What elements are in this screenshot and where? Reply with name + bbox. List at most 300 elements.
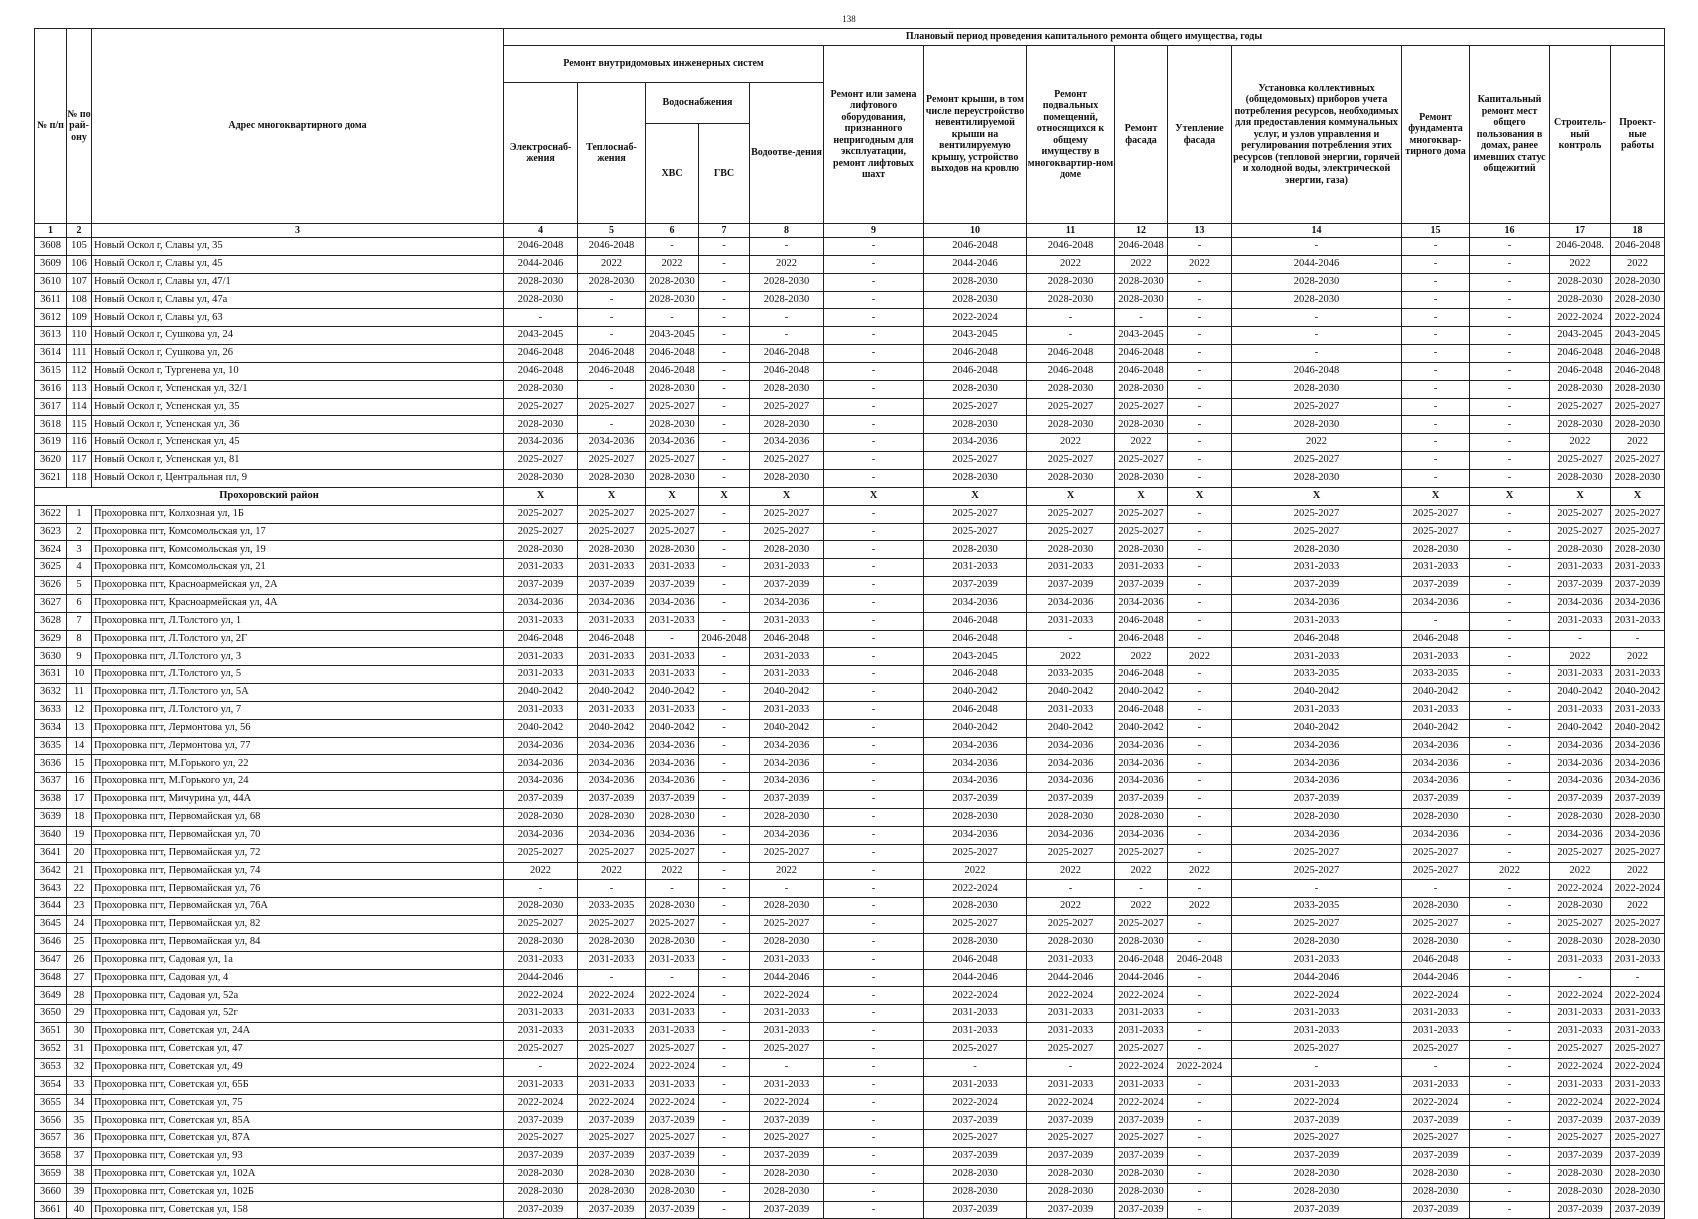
period-cell: - xyxy=(1470,434,1550,452)
period-cell: 2046-2048 xyxy=(924,238,1027,256)
period-cell: 2022 xyxy=(1611,898,1665,916)
address-cell: Прохоровка пгт, Первомайская ул, 68 xyxy=(92,809,504,827)
period-cell: - xyxy=(1168,559,1232,577)
period-cell: 2040-2042 xyxy=(1550,684,1611,702)
period-cell: - xyxy=(699,666,750,684)
row-number-cell: 3644 xyxy=(35,898,67,916)
period-cell: 2022 xyxy=(750,862,824,880)
period-cell: - xyxy=(824,684,924,702)
period-cell: 2025-2027 xyxy=(750,844,824,862)
period-cell: 2034-2036 xyxy=(1115,826,1168,844)
table-row xyxy=(35,1165,1665,1183)
header-design-work: Проект-ные работы xyxy=(1611,46,1665,224)
period-cell: 2046-2048 xyxy=(646,345,699,363)
period-cell: 2022 xyxy=(1611,862,1665,880)
period-cell: 2034-2036 xyxy=(924,594,1027,612)
header-col-rayon: № по рай-ону xyxy=(67,29,92,224)
period-cell: 2025-2027 xyxy=(578,916,646,934)
period-cell: 2034-2036 xyxy=(750,594,824,612)
period-cell: 2031-2033 xyxy=(1115,1076,1168,1094)
period-cell: 2028-2030 xyxy=(1550,809,1611,827)
period-cell: 2025-2027 xyxy=(1550,523,1611,541)
district-marker-cell: X xyxy=(646,487,699,505)
period-cell: 2037-2039 xyxy=(924,1112,1027,1130)
table-row xyxy=(35,684,1665,702)
column-number-cell: 15 xyxy=(1402,224,1470,238)
period-cell: 2025-2027 xyxy=(1550,916,1611,934)
period-cell: 2037-2039 xyxy=(1115,1148,1168,1166)
period-cell: 2025-2027 xyxy=(1550,1130,1611,1148)
period-cell: 2037-2039 xyxy=(578,1148,646,1166)
period-cell: 2028-2030 xyxy=(1550,1183,1611,1201)
period-cell: 2028-2030 xyxy=(750,291,824,309)
period-cell: 2028-2030 xyxy=(924,273,1027,291)
period-cell: - xyxy=(646,309,699,327)
period-cell: 2022-2024 xyxy=(646,1058,699,1076)
period-cell: 2028-2030 xyxy=(750,1165,824,1183)
period-cell: - xyxy=(824,648,924,666)
period-cell: 2037-2039 xyxy=(1402,1148,1470,1166)
period-cell: 2025-2027 xyxy=(1115,398,1168,416)
period-cell: - xyxy=(1027,1058,1115,1076)
period-cell: 2034-2036 xyxy=(1027,737,1115,755)
period-cell: - xyxy=(1470,1183,1550,1201)
period-cell: 2022-2024 xyxy=(1611,880,1665,898)
period-cell: 2028-2030 xyxy=(924,291,1027,309)
header-hvs: ХВС xyxy=(646,124,699,224)
period-cell: - xyxy=(824,701,924,719)
period-cell: 2028-2030 xyxy=(1232,380,1402,398)
period-cell: 2022 xyxy=(1550,648,1611,666)
address-cell: Прохоровка пгт, Советская ул, 87А xyxy=(92,1130,504,1148)
period-cell: 2046-2048 xyxy=(924,345,1027,363)
table-row xyxy=(35,1112,1665,1130)
period-cell: 2028-2030 xyxy=(1232,273,1402,291)
period-cell: - xyxy=(699,826,750,844)
period-cell: 2025-2027 xyxy=(924,452,1027,470)
period-cell: - xyxy=(646,969,699,987)
period-cell: - xyxy=(699,1165,750,1183)
period-cell: 2033-2035 xyxy=(1027,666,1115,684)
district-marker-cell: X xyxy=(1611,487,1665,505)
period-cell: 2031-2033 xyxy=(646,951,699,969)
row-number-cell: 3642 xyxy=(35,862,67,880)
row-number-cell: 3633 xyxy=(35,701,67,719)
period-cell: 2031-2033 xyxy=(578,701,646,719)
row-number-cell: 3660 xyxy=(35,1183,67,1201)
period-cell: 2034-2036 xyxy=(1550,773,1611,791)
row-number-cell: 3623 xyxy=(35,523,67,541)
period-cell: 2037-2039 xyxy=(1550,1148,1611,1166)
table-row xyxy=(35,880,1665,898)
table-row xyxy=(35,327,1665,345)
period-cell: - xyxy=(699,309,750,327)
period-cell: 2022-2024 xyxy=(1611,309,1665,327)
period-cell: - xyxy=(646,880,699,898)
period-cell: 2031-2033 xyxy=(1611,666,1665,684)
period-cell: - xyxy=(699,791,750,809)
period-cell: 2025-2027 xyxy=(1402,1040,1470,1058)
period-cell: 2025-2027 xyxy=(924,523,1027,541)
district-marker-cell: X xyxy=(578,487,646,505)
period-cell: - xyxy=(824,666,924,684)
period-cell: 2025-2027 xyxy=(1611,1130,1665,1148)
period-cell: 2022-2024 xyxy=(924,309,1027,327)
period-cell: 2028-2030 xyxy=(1115,416,1168,434)
period-cell: 2028-2030 xyxy=(750,809,824,827)
rayon-number-cell: 28 xyxy=(67,987,92,1005)
period-cell: - xyxy=(1470,345,1550,363)
period-cell: - xyxy=(1470,844,1550,862)
period-cell: - xyxy=(1470,719,1550,737)
rayon-number-cell: 21 xyxy=(67,862,92,880)
address-cell: Прохоровка пгт, Л.Толстого ул, 5 xyxy=(92,666,504,684)
period-cell: 2025-2027 xyxy=(504,1130,578,1148)
period-cell: - xyxy=(824,398,924,416)
period-cell: 2031-2033 xyxy=(646,701,699,719)
period-cell: 2043-2045 xyxy=(504,327,578,345)
period-cell: 2022-2024 xyxy=(750,1094,824,1112)
period-cell: 2028-2030 xyxy=(504,898,578,916)
address-cell: Прохоровка пгт, Первомайская ул, 74 xyxy=(92,862,504,880)
period-cell: 2022-2024 xyxy=(1168,1058,1232,1076)
period-cell: - xyxy=(1470,701,1550,719)
table-row xyxy=(35,398,1665,416)
period-cell: 2037-2039 xyxy=(924,577,1027,595)
period-cell: - xyxy=(699,1112,750,1130)
period-cell: - xyxy=(578,327,646,345)
period-cell: 2025-2027 xyxy=(1611,523,1665,541)
period-cell: - xyxy=(824,434,924,452)
district-marker-cell: X xyxy=(1232,487,1402,505)
period-cell: - xyxy=(699,933,750,951)
period-cell: 2025-2027 xyxy=(1550,844,1611,862)
period-cell: 2025-2027 xyxy=(1550,452,1611,470)
period-cell: 2028-2030 xyxy=(1027,273,1115,291)
period-cell: - xyxy=(1115,309,1168,327)
period-cell: 2028-2030 xyxy=(1611,291,1665,309)
period-cell: - xyxy=(1470,666,1550,684)
period-cell: 2034-2036 xyxy=(1027,594,1115,612)
period-cell: - xyxy=(1470,273,1550,291)
period-cell: - xyxy=(1402,255,1470,273)
table-row xyxy=(35,773,1665,791)
period-cell: 2043-2045 xyxy=(1611,327,1665,345)
period-cell: - xyxy=(1470,933,1550,951)
period-cell: 2037-2039 xyxy=(1027,577,1115,595)
address-cell: Прохоровка пгт, Садовая ул, 52а xyxy=(92,987,504,1005)
period-cell: - xyxy=(1470,826,1550,844)
period-cell: - xyxy=(1470,238,1550,256)
period-cell: 2028-2030 xyxy=(646,291,699,309)
period-cell: 2022 xyxy=(1027,898,1115,916)
address-cell: Новый Оскол г, Славы ул, 63 xyxy=(92,309,504,327)
period-cell: 2040-2042 xyxy=(1115,684,1168,702)
period-cell: 2040-2042 xyxy=(924,719,1027,737)
period-cell: - xyxy=(699,559,750,577)
period-cell: - xyxy=(1168,630,1232,648)
period-cell: 2040-2042 xyxy=(1402,719,1470,737)
period-cell: 2025-2027 xyxy=(1027,398,1115,416)
rayon-number-cell: 16 xyxy=(67,773,92,791)
period-cell: 2028-2030 xyxy=(1232,933,1402,951)
period-cell: 2028-2030 xyxy=(1115,273,1168,291)
period-cell: 2028-2030 xyxy=(1115,809,1168,827)
period-cell: 2031-2033 xyxy=(750,1023,824,1041)
period-cell: - xyxy=(1402,398,1470,416)
period-cell: 2034-2036 xyxy=(1232,773,1402,791)
row-number-cell: 3639 xyxy=(35,809,67,827)
period-cell: 2037-2039 xyxy=(924,1148,1027,1166)
row-number-cell: 3646 xyxy=(35,933,67,951)
period-cell: 2031-2033 xyxy=(750,559,824,577)
row-number-cell: 3645 xyxy=(35,916,67,934)
period-cell: - xyxy=(504,880,578,898)
period-cell: - xyxy=(750,309,824,327)
address-cell: Прохоровка пгт, Первомайская ул, 70 xyxy=(92,826,504,844)
period-cell: 2028-2030 xyxy=(1550,933,1611,951)
period-cell: 2025-2027 xyxy=(646,1130,699,1148)
address-cell: Прохоровка пгт, Первомайская ул, 76 xyxy=(92,880,504,898)
period-cell: 2028-2030 xyxy=(924,933,1027,951)
period-cell: - xyxy=(824,880,924,898)
period-cell: - xyxy=(1168,773,1232,791)
rayon-number-cell: 39 xyxy=(67,1183,92,1201)
address-cell: Прохоровка пгт, Красноармейская ул, 2А xyxy=(92,577,504,595)
table-row xyxy=(35,755,1665,773)
period-cell: 2022-2024 xyxy=(504,1094,578,1112)
period-cell: 2022-2024 xyxy=(924,987,1027,1005)
period-cell: - xyxy=(1168,469,1232,487)
period-cell: 2025-2027 xyxy=(1232,1040,1402,1058)
district-marker-cell: X xyxy=(1168,487,1232,505)
period-cell: - xyxy=(699,1201,750,1219)
period-cell: 2044-2046 xyxy=(1115,969,1168,987)
period-cell: - xyxy=(1402,452,1470,470)
period-cell: 2025-2027 xyxy=(1027,844,1115,862)
table-row xyxy=(35,362,1665,380)
table-row xyxy=(35,630,1665,648)
period-cell: 2028-2030 xyxy=(578,1183,646,1201)
period-cell: - xyxy=(1168,398,1232,416)
period-cell: 2034-2036 xyxy=(578,434,646,452)
period-cell: 2025-2027 xyxy=(646,916,699,934)
period-cell: 2046-2048. xyxy=(1550,238,1611,256)
period-cell: - xyxy=(578,291,646,309)
period-cell: 2022-2024 xyxy=(924,880,1027,898)
period-cell: 2028-2030 xyxy=(750,541,824,559)
period-cell: - xyxy=(1470,1112,1550,1130)
period-cell: 2037-2039 xyxy=(1611,1201,1665,1219)
period-cell: - xyxy=(578,416,646,434)
table-row xyxy=(35,380,1665,398)
address-cell: Прохоровка пгт, Садовая ул, 4 xyxy=(92,969,504,987)
period-cell: 2031-2033 xyxy=(1402,1023,1470,1041)
period-cell: - xyxy=(824,452,924,470)
address-cell: Прохоровка пгт, Мичурина ул, 44А xyxy=(92,791,504,809)
period-cell: 2031-2033 xyxy=(646,1023,699,1041)
period-cell: 2025-2027 xyxy=(646,523,699,541)
period-cell: 2046-2048 xyxy=(750,362,824,380)
page-number: 138 xyxy=(842,14,856,24)
table-row xyxy=(35,1040,1665,1058)
table-row xyxy=(35,791,1665,809)
address-cell: Прохоровка пгт, Л.Толстого ул, 7 xyxy=(92,701,504,719)
period-cell: - xyxy=(1168,809,1232,827)
row-number-cell: 3618 xyxy=(35,416,67,434)
period-cell: 2022 xyxy=(578,255,646,273)
period-cell: - xyxy=(824,255,924,273)
period-cell: - xyxy=(1168,577,1232,595)
period-cell: 2046-2048 xyxy=(578,345,646,363)
period-cell: 2046-2048 xyxy=(1402,951,1470,969)
address-cell: Новый Оскол г, Славы ул, 35 xyxy=(92,238,504,256)
row-number-cell: 3611 xyxy=(35,291,67,309)
period-cell: - xyxy=(1168,594,1232,612)
period-cell: 2028-2030 xyxy=(578,933,646,951)
period-cell: - xyxy=(1168,1076,1232,1094)
period-cell: - xyxy=(699,452,750,470)
period-cell: - xyxy=(1168,969,1232,987)
period-cell: 2037-2039 xyxy=(646,1112,699,1130)
header-internal-systems: Ремонт внутридомовых инженерных систем xyxy=(504,46,824,83)
table-row xyxy=(35,469,1665,487)
period-cell: 2044-2046 xyxy=(750,969,824,987)
period-cell: 2025-2027 xyxy=(578,523,646,541)
period-cell: 2025-2027 xyxy=(1232,523,1402,541)
period-cell: 2031-2033 xyxy=(1611,1023,1665,1041)
period-cell: 2046-2048 xyxy=(924,951,1027,969)
period-cell: 2031-2033 xyxy=(1232,1005,1402,1023)
rayon-number-cell: 31 xyxy=(67,1040,92,1058)
row-number-cell: 3608 xyxy=(35,238,67,256)
period-cell: 2025-2027 xyxy=(1232,862,1402,880)
period-cell: 2031-2033 xyxy=(578,1023,646,1041)
row-number-cell: 3613 xyxy=(35,327,67,345)
period-cell: - xyxy=(1168,737,1232,755)
period-cell: 2040-2042 xyxy=(1115,719,1168,737)
period-cell: 2034-2036 xyxy=(1550,826,1611,844)
period-cell: 2025-2027 xyxy=(646,1040,699,1058)
rayon-number-cell: 12 xyxy=(67,701,92,719)
row-number-cell: 3643 xyxy=(35,880,67,898)
period-cell: 2031-2033 xyxy=(924,1076,1027,1094)
period-cell: 2025-2027 xyxy=(1550,1040,1611,1058)
period-cell: 2046-2048 xyxy=(1611,238,1665,256)
period-cell: - xyxy=(699,1023,750,1041)
row-number-cell: 3629 xyxy=(35,630,67,648)
period-cell: 2040-2042 xyxy=(1232,684,1402,702)
period-cell: 2028-2030 xyxy=(924,1183,1027,1201)
period-cell: 2025-2027 xyxy=(1402,1130,1470,1148)
period-cell: 2031-2033 xyxy=(1115,1005,1168,1023)
period-cell: 2037-2039 xyxy=(924,1201,1027,1219)
period-cell: 2037-2039 xyxy=(1232,577,1402,595)
period-cell: 2031-2033 xyxy=(750,666,824,684)
period-cell: 2037-2039 xyxy=(1611,1148,1665,1166)
header-basement: Ремонт подвальных помещений, относящихся к общему имуществу в многоквартир-ном доме xyxy=(1027,46,1115,224)
period-cell: 2034-2036 xyxy=(646,434,699,452)
period-cell: 2040-2042 xyxy=(1550,719,1611,737)
period-cell: 2028-2030 xyxy=(1232,416,1402,434)
rayon-number-cell: 114 xyxy=(67,398,92,416)
period-cell: 2028-2030 xyxy=(1027,541,1115,559)
table-row xyxy=(35,309,1665,327)
column-number-cell: 5 xyxy=(578,224,646,238)
period-cell: - xyxy=(824,1112,924,1130)
period-cell: - xyxy=(578,309,646,327)
row-number-cell: 3624 xyxy=(35,541,67,559)
row-number-cell: 3650 xyxy=(35,1005,67,1023)
row-number-cell: 3649 xyxy=(35,987,67,1005)
period-cell: 2028-2030 xyxy=(578,469,646,487)
period-cell: 2034-2036 xyxy=(1232,826,1402,844)
address-cell: Прохоровка пгт, Советская ул, 85А xyxy=(92,1112,504,1130)
period-cell: - xyxy=(1470,755,1550,773)
period-cell: 2046-2048 xyxy=(504,345,578,363)
period-cell: 2028-2030 xyxy=(1232,541,1402,559)
rayon-number-cell: 4 xyxy=(67,559,92,577)
period-cell: 2034-2036 xyxy=(750,737,824,755)
period-cell: 2031-2033 xyxy=(504,1076,578,1094)
address-cell: Новый Оскол г, Сушкова ул, 26 xyxy=(92,345,504,363)
period-cell: 2025-2027 xyxy=(750,1040,824,1058)
column-number-cell: 13 xyxy=(1168,224,1232,238)
period-cell: 2028-2030 xyxy=(504,291,578,309)
period-cell: 2031-2033 xyxy=(1027,612,1115,630)
period-cell: 2040-2042 xyxy=(1611,719,1665,737)
period-cell: - xyxy=(824,309,924,327)
period-cell: - xyxy=(1611,969,1665,987)
rayon-number-cell: 27 xyxy=(67,969,92,987)
period-cell: - xyxy=(1168,523,1232,541)
period-cell: 2031-2033 xyxy=(1402,1005,1470,1023)
table-row xyxy=(35,559,1665,577)
period-cell: 2025-2027 xyxy=(1611,505,1665,523)
period-cell: 2025-2027 xyxy=(578,398,646,416)
column-number-cell: 1 xyxy=(35,224,67,238)
period-cell: - xyxy=(699,862,750,880)
period-cell: - xyxy=(824,933,924,951)
period-cell: - xyxy=(699,505,750,523)
period-cell: 2028-2030 xyxy=(924,469,1027,487)
period-cell: 2037-2039 xyxy=(504,791,578,809)
period-cell: - xyxy=(1168,612,1232,630)
period-cell: 2022-2024 xyxy=(1402,1094,1470,1112)
period-cell: - xyxy=(1168,1023,1232,1041)
period-cell: - xyxy=(750,327,824,345)
row-number-cell: 3652 xyxy=(35,1040,67,1058)
period-cell: - xyxy=(1168,916,1232,934)
period-cell: 2031-2033 xyxy=(1550,559,1611,577)
rayon-number-cell: 1 xyxy=(67,505,92,523)
period-cell: 2022 xyxy=(504,862,578,880)
period-cell: - xyxy=(824,1040,924,1058)
period-cell: - xyxy=(824,844,924,862)
period-cell: 2025-2027 xyxy=(578,505,646,523)
period-cell: 2034-2036 xyxy=(1402,755,1470,773)
period-cell: 2025-2027 xyxy=(504,398,578,416)
period-cell: - xyxy=(1402,1058,1470,1076)
table-row xyxy=(35,1148,1665,1166)
period-cell: 2034-2036 xyxy=(1550,594,1611,612)
period-cell: 2028-2030 xyxy=(750,1183,824,1201)
period-cell: 2028-2030 xyxy=(1115,1183,1168,1201)
period-cell: - xyxy=(1232,1058,1402,1076)
period-cell: 2037-2039 xyxy=(1402,791,1470,809)
period-cell: 2025-2027 xyxy=(1550,505,1611,523)
table-row xyxy=(35,273,1665,291)
